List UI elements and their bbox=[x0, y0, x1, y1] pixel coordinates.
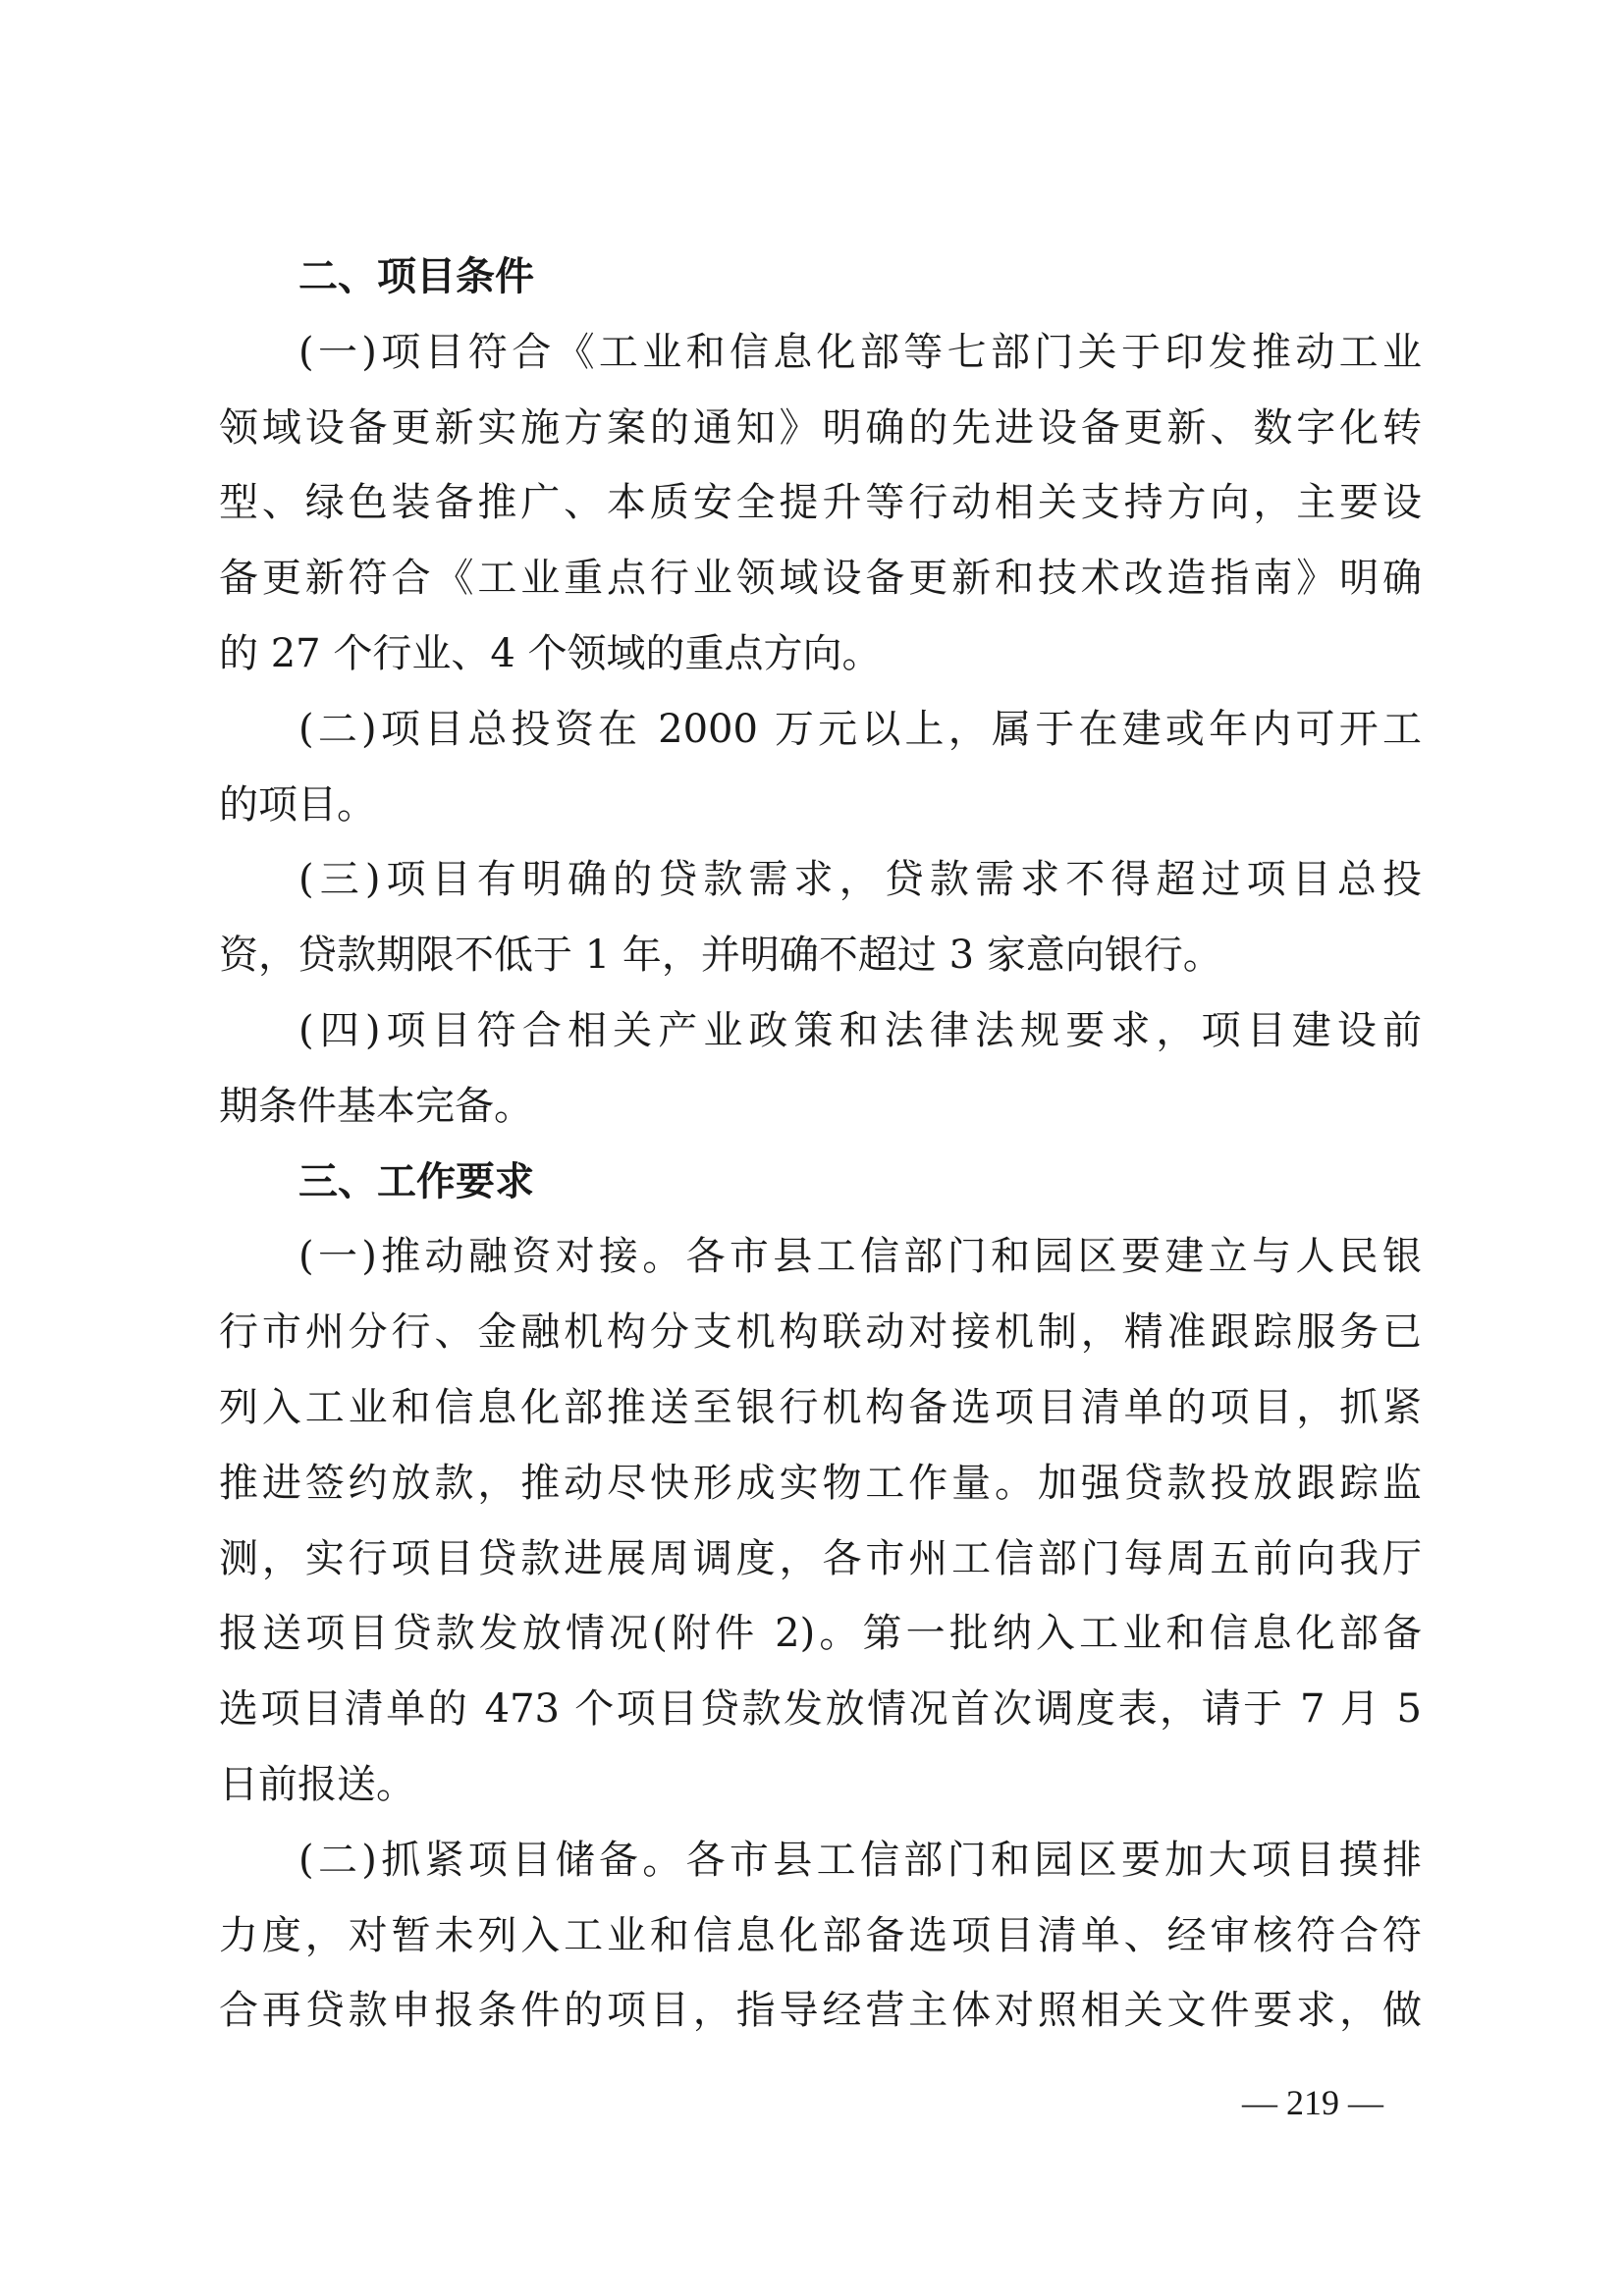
paragraph-line: 期条件基本完备。 bbox=[219, 1083, 533, 1129]
paragraph-line: (四)项目符合相关产业政策和法律法规要求，项目建设前 bbox=[298, 1007, 1422, 1053]
paragraph-line: 的项目。 bbox=[219, 781, 376, 828]
paragraph bbox=[219, 315, 1422, 692]
paragraph bbox=[219, 993, 1422, 1145]
paragraph-line: 推进签约放款，推动尽快形成实物工作量。加强贷款投放跟踪监 bbox=[219, 1460, 1422, 1506]
paragraph-line: (二)项目总投资在 2000 万元以上，属于在建或年内可开工 bbox=[298, 706, 1422, 752]
paragraph bbox=[219, 1823, 1422, 2049]
paragraph-line: 报送项目贷款发放情况(附件 2)。第一批纳入工业和信息化部备 bbox=[219, 1611, 1422, 1657]
paragraph-line: 选项目清单的 473 个项目贷款发放情况首次调度表，请于 7 月 5 bbox=[219, 1686, 1422, 1733]
paragraph-line: (二)抓紧项目储备。各市县工信部门和园区要加大项目摸排 bbox=[298, 1837, 1422, 1883]
paragraph-line: (一)项目符合《工业和信息化部等七部门关于印发推动工业 bbox=[298, 329, 1422, 375]
paragraph-line: 测，实行项目贷款进展周调度，各市州工信部门每周五前向我厅 bbox=[219, 1535, 1422, 1581]
paragraph-line: 力度，对暂未列入工业和信息化部备选项目清单、经审核符合符 bbox=[219, 1912, 1422, 1958]
paragraph-line: 的 27 个行业、4 个领域的重点方向。 bbox=[219, 630, 882, 676]
paragraph bbox=[219, 842, 1422, 993]
paragraph-line: 备更新符合《工业重点行业领域设备更新和技术改造指南》明确 bbox=[219, 556, 1422, 602]
paragraph-line: 合再贷款申报条件的项目，指导经营主体对照相关文件要求，做 bbox=[219, 1988, 1422, 2034]
section-heading: 二、项目条件 bbox=[298, 254, 534, 299]
paragraph-line: 型、绿色装备推广、本质安全提升等行动相关支持方向，主要设 bbox=[219, 480, 1422, 526]
section-heading: 三、工作要求 bbox=[298, 1158, 534, 1204]
paragraph-line: (三)项目有明确的贷款需求，贷款需求不得超过项目总投 bbox=[298, 857, 1422, 903]
paragraph-line: (一)推动融资对接。各市县工信部门和园区要建立与人民银 bbox=[298, 1234, 1422, 1280]
paragraph-line: 行市州分行、金融机构分支机构联动对接机制，精准跟踪服务已 bbox=[219, 1309, 1422, 1356]
paragraph bbox=[219, 692, 1422, 843]
paragraph-line: 资，贷款期限不低于 1 年，并明确不超过 3 家意向银行。 bbox=[219, 933, 1222, 979]
paragraph-line: 领域设备更新实施方案的通知》明确的先进设备更新、数字化转 bbox=[219, 404, 1422, 451]
paragraph-line: 日前报送。 bbox=[219, 1761, 415, 1807]
paragraph bbox=[219, 1219, 1422, 1822]
page-number: — 219 — bbox=[1242, 2083, 1383, 2122]
document-body bbox=[219, 240, 1422, 2049]
paragraph-line: 列入工业和信息化部推送至银行机构备选项目清单的项目，抓紧 bbox=[219, 1384, 1422, 1430]
